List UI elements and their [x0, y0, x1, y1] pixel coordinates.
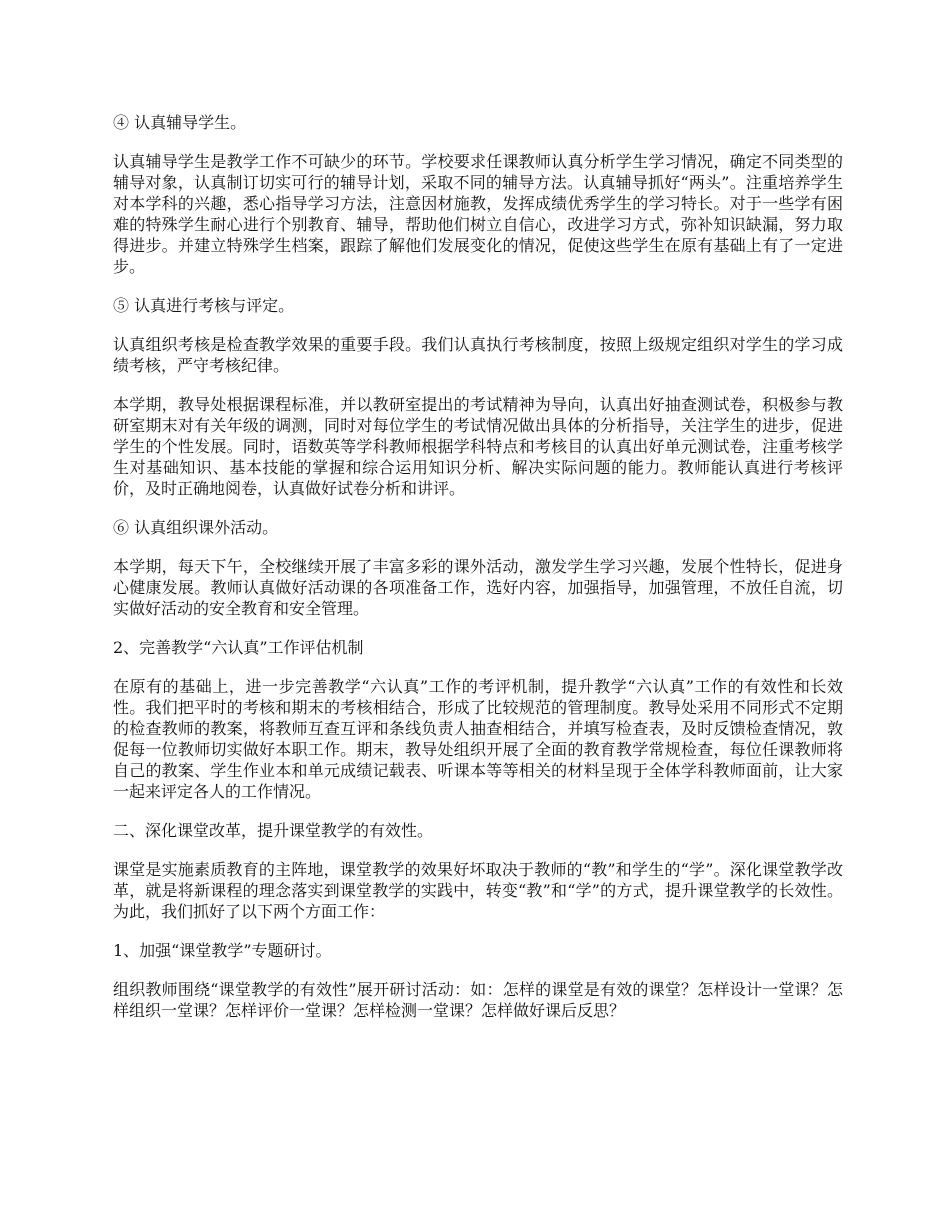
- section-heading-5: ⑤ 认真进行考核与评定。: [113, 296, 295, 315]
- paragraph-mechanism: 在原有的基础上，进一步完善教学“六认真”工作的考评机制，提升教学“六认真”工作的有效性和长效性。我们把平时的考核和期末的考核相结合，形成了比较规范的管理制度。教导处采用不同形式不定期的检查教师的教案，将教师互查互评和条线负责人抽查相结合，并填写检查表，及时反馈检查情况，敦促每一位教师切实做好本职工作。期末，教导处组织开展了全面的教育教学常规检查，每位任课教师将自己的教案、学生作业本和单元成绩记载表、听课本等等相关的材料呈现于全体学科教师面前，让大家一起来评定各人的工作情况。: [113, 677, 843, 801]
- paragraph-research: 组织教师围绕“课堂教学的有效性”展开研讨活动：如：怎样的课堂是有效的课堂？怎样设计一堂课？怎样组织一堂课？怎样评价一堂课？怎样检测一堂课？怎样做好课后反思？: [113, 980, 843, 1020]
- document-page: [113, 112, 843, 1039]
- paragraph-semester-exam: 本学期，教导处根据课程标准，并以教研室提出的考试精神为导向，认真出好抽查测试卷，积极参与教研室期末对有关年级的调测，同时对每位学生的考试情况做出具体的分析指导，关注学生的进步，促进学生的个性发展。同时，语数英等学科教师根据学科特点和考核目的认真出好单元测试卷，注重考核学生对基础知识、基本技能的掌握和综合运用知识分析、解决实际问题的能力。教师能认真进行考核评价，及时正确地阅卷，认真做好试卷分析和讲评。: [113, 395, 843, 498]
- section-heading-4: ④ 认真辅导学生。: [113, 113, 247, 132]
- paragraph-assessment: 认真组织考核是检查教学效果的重要手段。我们认真执行考核制度，按照上级规定组织对学生的学习成绩考核，严守考核纪律。: [113, 335, 843, 375]
- paragraph-activities: 本学期，每天下午，全校继续开展了丰富多彩的课外活动，激发学生学习兴趣，发展个性特长，促进身心健康发展。教师认真做好活动课的各项准备工作，选好内容，加强指导，加强管理，不放任自流，切实做好活动的安全教育和安全管理。: [113, 557, 843, 618]
- section-heading-two-reform: 二、深化课堂改革，提升课堂教学的有效性。: [113, 821, 434, 840]
- paragraph-tutoring: 认真辅导学生是教学工作不可缺少的环节。学校要求任课教师认真分析学生学习情况，确定不同类型的辅导对象，认真制订切实可行的辅导计划，采取不同的辅导方法。认真辅导抓好“两头”。注重培养学生对本学科的兴趣，悉心指导学习方法，注意因材施教，发挥成绩优秀学生的学习特长。对于一些学有困难的特殊学生耐心进行个别教育、辅导，帮助他们树立自信心，改进学习方式，弥补知识缺漏，努力取得进步。并建立特殊学生档案，跟踪了解他们发展变化的情况，促使这些学生在原有基础上有了一定进步。: [113, 152, 843, 276]
- section-heading-6: ⑥ 认真组织课外活动。: [113, 518, 279, 537]
- paragraph-reform: 课堂是实施素质教育的主阵地，课堂教学的效果好坏取决于教师的“教”和学生的“学”。深化课堂教学改革，就是将新课程的理念落实到课堂教学的实践中，转变“教”和“学”的方式，提升课堂教学的长效性。为此，我们抓好了以下两个方面工作：: [113, 860, 843, 921]
- section-heading-1-research: 1、加强“课堂教学”专题研讨。: [113, 941, 332, 960]
- section-heading-2-mechanism: 2、完善教学“六认真”工作评估机制: [113, 638, 364, 657]
